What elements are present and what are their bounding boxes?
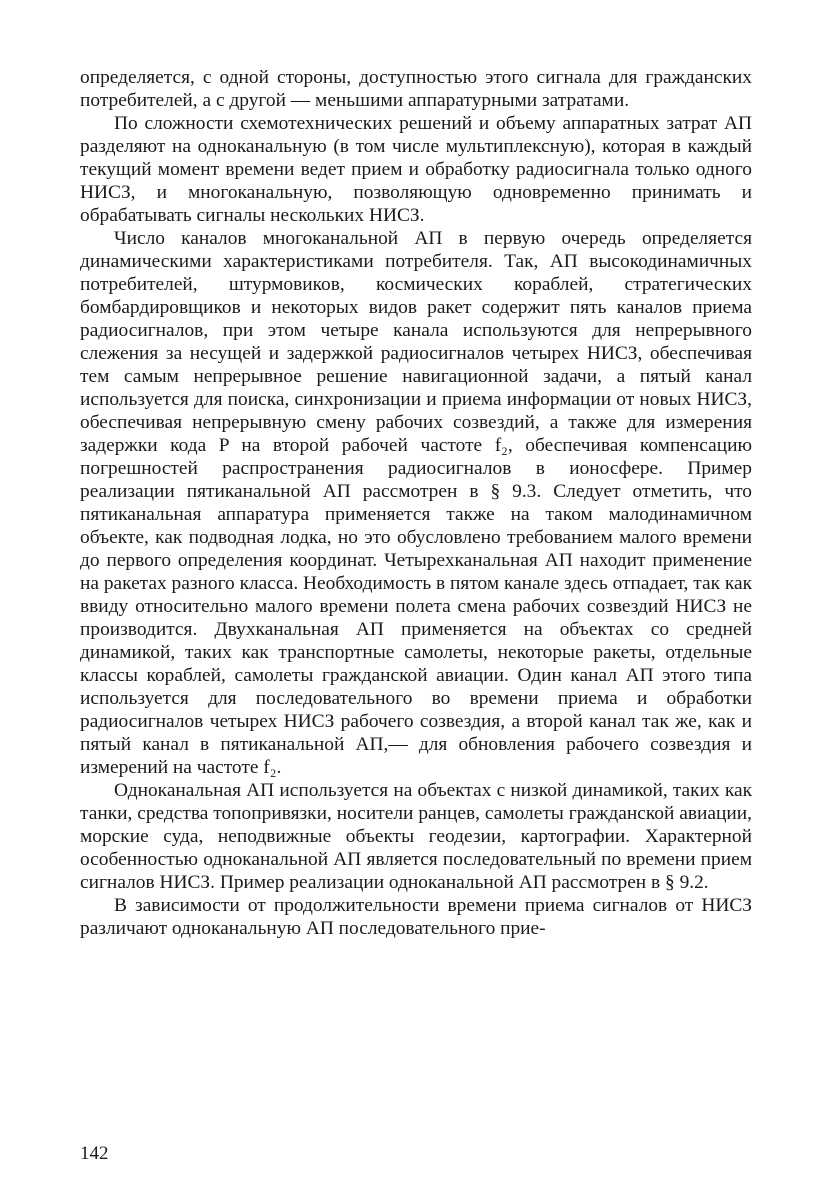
- paragraph-5: В зависимости от продолжительности времени приема сигналов от НИСЗ различают одноканальную АП последовательного прие-: [80, 895, 752, 939]
- paragraph-4: Одноканальная АП используется на объектах с низкой динамикой, таких как танки, средства топопривязки, носители ранцев, самолеты гражданской авиации, морские суда, неподвижные объекты геодезии, картографии. Характерной особенностью одноканальной АП является последовательный по времени прием сигналов НИСЗ. Пример реализации одноканальной АП рассмотрен в § 9.2.: [80, 780, 752, 893]
- page-body: [80, 66, 752, 940]
- paragraph-3: Число каналов многоканальной АП в первую очередь определяется динамическими характеристиками потребителя. Так, АП высокодинамичных потребителей, штурмовиков, космических кораблей, стратегических бомбардировщиков и некоторых видов ракет содержит пять каналов приема радиосигналов, при этом четыре канала используются для непрерывного слежения за несущей и задержкой радиосигналов четырех НИСЗ, обеспечивая тем самым непрерывное решение навигационной задачи, а пятый канал используется для поиска, синхронизации и приема информации от новых НИСЗ, обеспечивая непрерывную смену рабочих созвездий, а также для измерения задержки кода P на второй рабочей частоте f₂, обеспечивая компенсацию погрешностей распространения радиосигналов в ионосфере. Пример реализации пятиканальной АП рассмотрен в § 9.3. Следует отметить, что пятиканальная аппаратура применяется также на таком малодинамичном объекте, как подводная лодка, но это обусловлено требованием малого времени до первого определения координат. Четырехканальная АП находит применение на ракетах разного класса. Необходимость в пятом канале здесь отпадает, так как ввиду относительно малого времени полета смена рабочих созвездий НИСЗ не производится. Двухканальная АП применяется на объектах со средней динамикой, таких как транспортные самолеты, некоторые ракеты, отдельные классы кораблей, самолеты гражданской авиации. Один канал АП этого типа используется для последовательного во времени приема и обработки радиосигналов четырех НИСЗ рабочего созвездия, а второй канал так же, как и пятый канал в пятиканальной АП,— для обновления рабочего созвездия и измерений на частоте f₂.: [80, 228, 752, 778]
- paragraph-1: определяется, с одной стороны, доступностью этого сигнала для гражданских потребителей, а с другой — меньшими аппаратурными затратами.: [80, 67, 752, 111]
- page-number: 142: [80, 1143, 109, 1164]
- paragraph-2: По сложности схемотехнических решений и объему аппаратных затрат АП разделяют на одноканальную (в том числе мультиплексную), которая в каждый текущий момент времени ведет прием и обработку радиосигнала только одного НИСЗ, и многоканальную, позволяющую одновременно принимать и обрабатывать сигналы нескольких НИСЗ.: [80, 113, 752, 226]
